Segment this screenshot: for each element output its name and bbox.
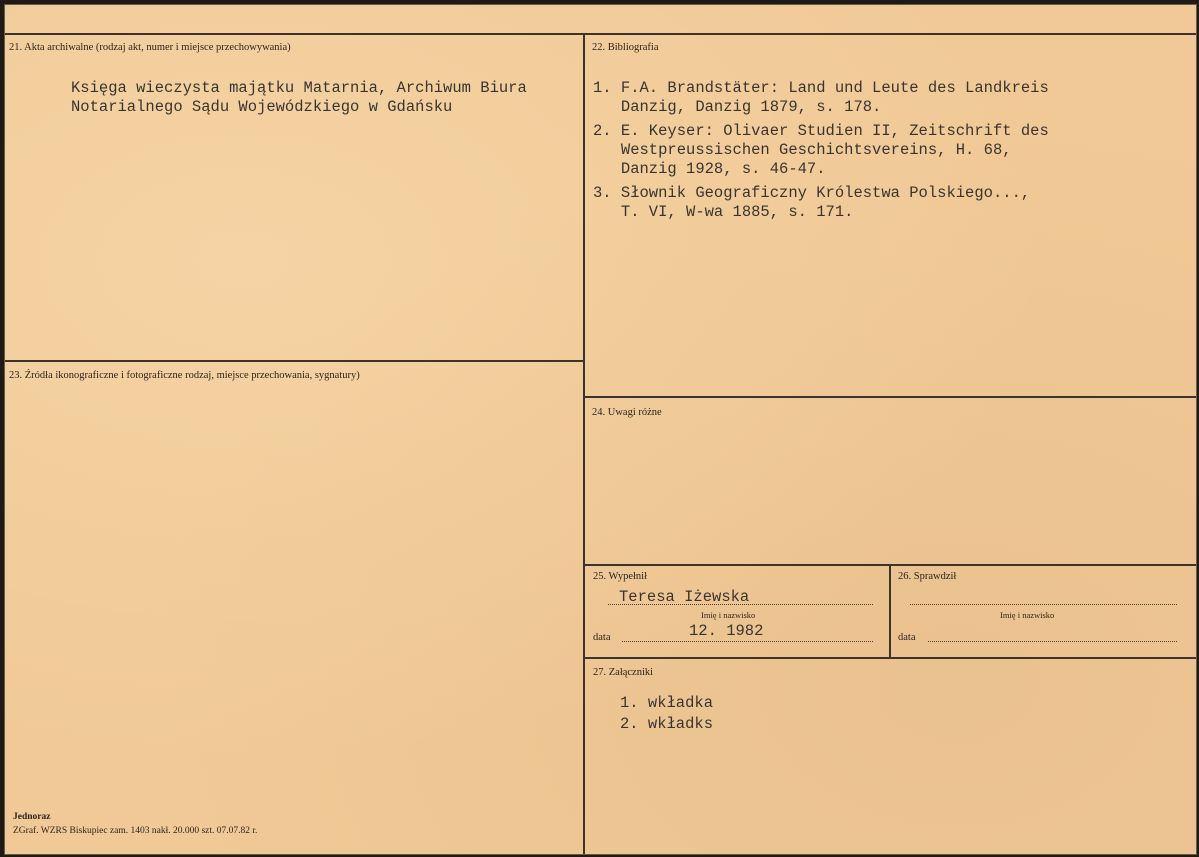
- filled-by-name-caption: Imię i nazwisko: [701, 610, 756, 620]
- filled-by-date: 12. 1982: [689, 622, 764, 640]
- divider-22-24: [585, 396, 1196, 398]
- section-23-label: 23. Źródła ikonograficzne i fotograficzne rodzaj, miejsce przechowania, sygnatury): [9, 370, 360, 381]
- section-21-line-1: Księga wieczysta majątku Matarnia, Archiwum Biura: [71, 79, 527, 97]
- filled-by-name-line: [608, 604, 873, 605]
- divider-25-26: [889, 564, 891, 658]
- bibliography-line-5: Danzig 1928, s. 46-47.: [593, 160, 826, 178]
- divider-21-23: [5, 360, 583, 362]
- checked-by-date-line: [928, 641, 1177, 642]
- bibliography-line-3: 2. E. Keyser: Olivaer Studien II, Zeitschrift des: [593, 122, 1049, 140]
- attachment-item-1: 1. wkładka: [620, 694, 714, 712]
- record-card: [4, 4, 1197, 855]
- checked-by-name-caption: Imię i nazwisko: [1000, 610, 1055, 620]
- section-26-label: 26. Sprawdził: [898, 571, 957, 582]
- bibliography-line-6: 3. Słownik Geograficzny Królestwa Polskiego...,: [593, 184, 1031, 202]
- center-divider: [583, 33, 585, 854]
- bibliography-line-1: 1. F.A. Brandstäter: Land und Leute des Landkreis: [593, 79, 1049, 97]
- footer-line-2: ZGraf. WZRS Biskupiec zam. 1403 nakł. 20.000 szt. 07.07.82 r.: [13, 826, 258, 836]
- bibliography-line-4: Westpreussischen Geschichtsvereins, H. 68,: [593, 141, 1012, 159]
- section-21-label: 21. Akta archiwalne (rodzaj akt, numer i miejsce przechowywania): [9, 42, 291, 53]
- section-21-line-2: Notarialnego Sądu Wojewódzkiego w Gdańsku: [71, 98, 453, 116]
- checked-by-name-line: [910, 604, 1177, 605]
- filled-by-date-line: [622, 641, 873, 642]
- attachment-item-2: 2. wkładks: [620, 715, 714, 733]
- divider-25-27: [585, 657, 1196, 659]
- section-24-label: 24. Uwagi różne: [592, 407, 662, 418]
- bibliography-line-2: Danzig, Danzig 1879, s. 178.: [593, 98, 882, 116]
- section-22-label: 22. Bibliografia: [592, 42, 659, 53]
- top-border-line: [5, 33, 1196, 35]
- bibliography-line-7: T. VI, W-wa 1885, s. 171.: [593, 203, 854, 221]
- footer-line-1: Jednoraz: [13, 812, 51, 822]
- section-25-label: 25. Wypełnił: [593, 571, 648, 582]
- filled-by-name: Teresa Iżewska: [619, 588, 750, 606]
- section-27-label: 27. Załączniki: [593, 667, 654, 678]
- checked-by-date-label: data: [898, 632, 916, 643]
- filled-by-date-label: data: [593, 632, 611, 643]
